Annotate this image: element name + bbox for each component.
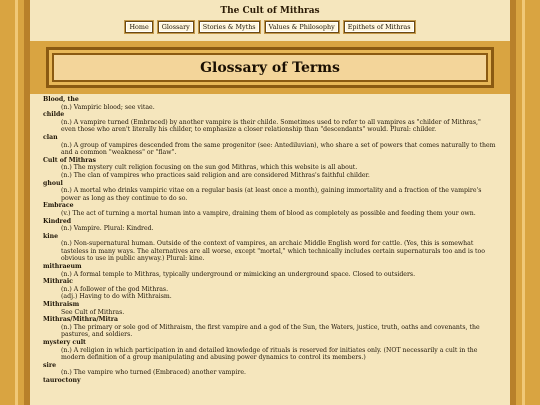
glossary-term: clan xyxy=(43,133,58,141)
nav-home[interactable]: Home xyxy=(125,21,152,33)
nav-epithets[interactable]: Epithets of Mithras xyxy=(344,21,415,33)
glossary-definition: (n.) A religion in which participation in and detailed knowledge of rituals is reserved for initiates only. (NOT necessarily a cult in the modern definition of a group manipulating and abusing power dynamics to control its members.) xyxy=(61,346,478,362)
glossary-definition: (n.) A vampire turned (Embraced) by another vampire is their childe. Sometimes used to refer to all vampires as "childer of Mithras," even those who aren't literally his childer, to emphasize a closer relationship than "descendants" would. Plural: childer. xyxy=(61,118,481,134)
glossary-term: Blood, the xyxy=(43,96,79,103)
glossary-definition: See Cult of Mithras. xyxy=(61,308,125,316)
glossary-list xyxy=(43,96,497,405)
glossary-term: Mithraism xyxy=(43,301,80,309)
glossary-term: mystery cult xyxy=(43,339,86,346)
glossary-term: ghoul xyxy=(43,179,63,187)
glossary-term: Embrace xyxy=(43,202,74,210)
site-title: The Cult of Mithras xyxy=(220,6,320,16)
glossary-definition: (n.) A group of vampires descended from the same progenitor (see: Antediluvian), who share a set of powers that comes naturally to them and a common "weakness" or "flaw". xyxy=(61,141,496,157)
page-title: Glossary of Terms xyxy=(200,59,340,76)
glossary-term: Kindred xyxy=(43,217,72,225)
glossary-definition: (n.) A formal temple to Mithras, typically underground or mimicking an underground space. Closed to outsiders. xyxy=(61,270,416,278)
glossary-term: tauroctony xyxy=(43,376,81,384)
nav-glossary[interactable]: Glossary xyxy=(158,21,194,33)
glossary-definition: (n.) Non-supernatural human. Outside of the context of vampires, an archaic Middle English word for cattle. (Yes, this is somewhat tasteless in many ways. The alternatives are all worse, except "mortal," which technically includes certain supernaturals too and is too obvious to use in public anyway.) Plural: kine. xyxy=(61,240,485,263)
glossary-definition: (n.) The clan of vampires who practices said religion and are considered Mithras's faithful childer. xyxy=(61,171,370,179)
nav-bar xyxy=(30,21,510,33)
nav-stories-myths[interactable]: Stories & Myths xyxy=(199,21,260,33)
glossary-definition: (n.) A mortal who drinks vampiric vitae on a regular basis (at least once a month), gaining immortality and a fraction of the vampire's power as long as they continue to do so. xyxy=(61,187,482,202)
glossary-definition: (n.) The mystery cult religion focusing on the sun god Mithras, which this website is all about. xyxy=(61,164,358,172)
glossary-term: sire xyxy=(43,361,57,369)
nav-values-philosophy[interactable]: Values & Philosophy xyxy=(265,21,339,33)
glossary-definition: (n.) The primary or sole god of Mithraism, the first vampire and a god of the Sun, the Waters, justice, truth, oaths and covenants, the pastures, and soldiers. xyxy=(61,323,480,339)
glossary-term: Mithraic xyxy=(43,278,73,286)
glossary-definition: (adj.) Having to do with Mithraism. xyxy=(61,293,172,301)
title-banner xyxy=(30,41,510,94)
glossary-definition: (n.) A follower of the god Mithras. xyxy=(61,285,169,293)
site-header xyxy=(30,0,510,40)
glossary-definition: (n.) The vampire who turned (Embraced) another vampire. xyxy=(61,369,246,377)
glossary-term: Cult of Mithras xyxy=(43,156,97,164)
glossary-term: mithraeum xyxy=(43,263,82,271)
glossary-definition: (n.) Vampire. Plural: Kindred. xyxy=(61,225,154,233)
right-border xyxy=(510,0,540,405)
glossary-definition: (n.) Vampiric blood; see vitae. xyxy=(61,103,155,111)
glossary-term: childe xyxy=(43,111,65,119)
left-border xyxy=(0,0,30,405)
glossary-definition: (v.) The act of turning a mortal human into a vampire, draining them of blood as completely as possible and feeding them your own. xyxy=(61,209,476,217)
glossary-term: Mithras/Mithra/Mitra xyxy=(43,316,118,324)
glossary-term: kine xyxy=(43,232,59,240)
